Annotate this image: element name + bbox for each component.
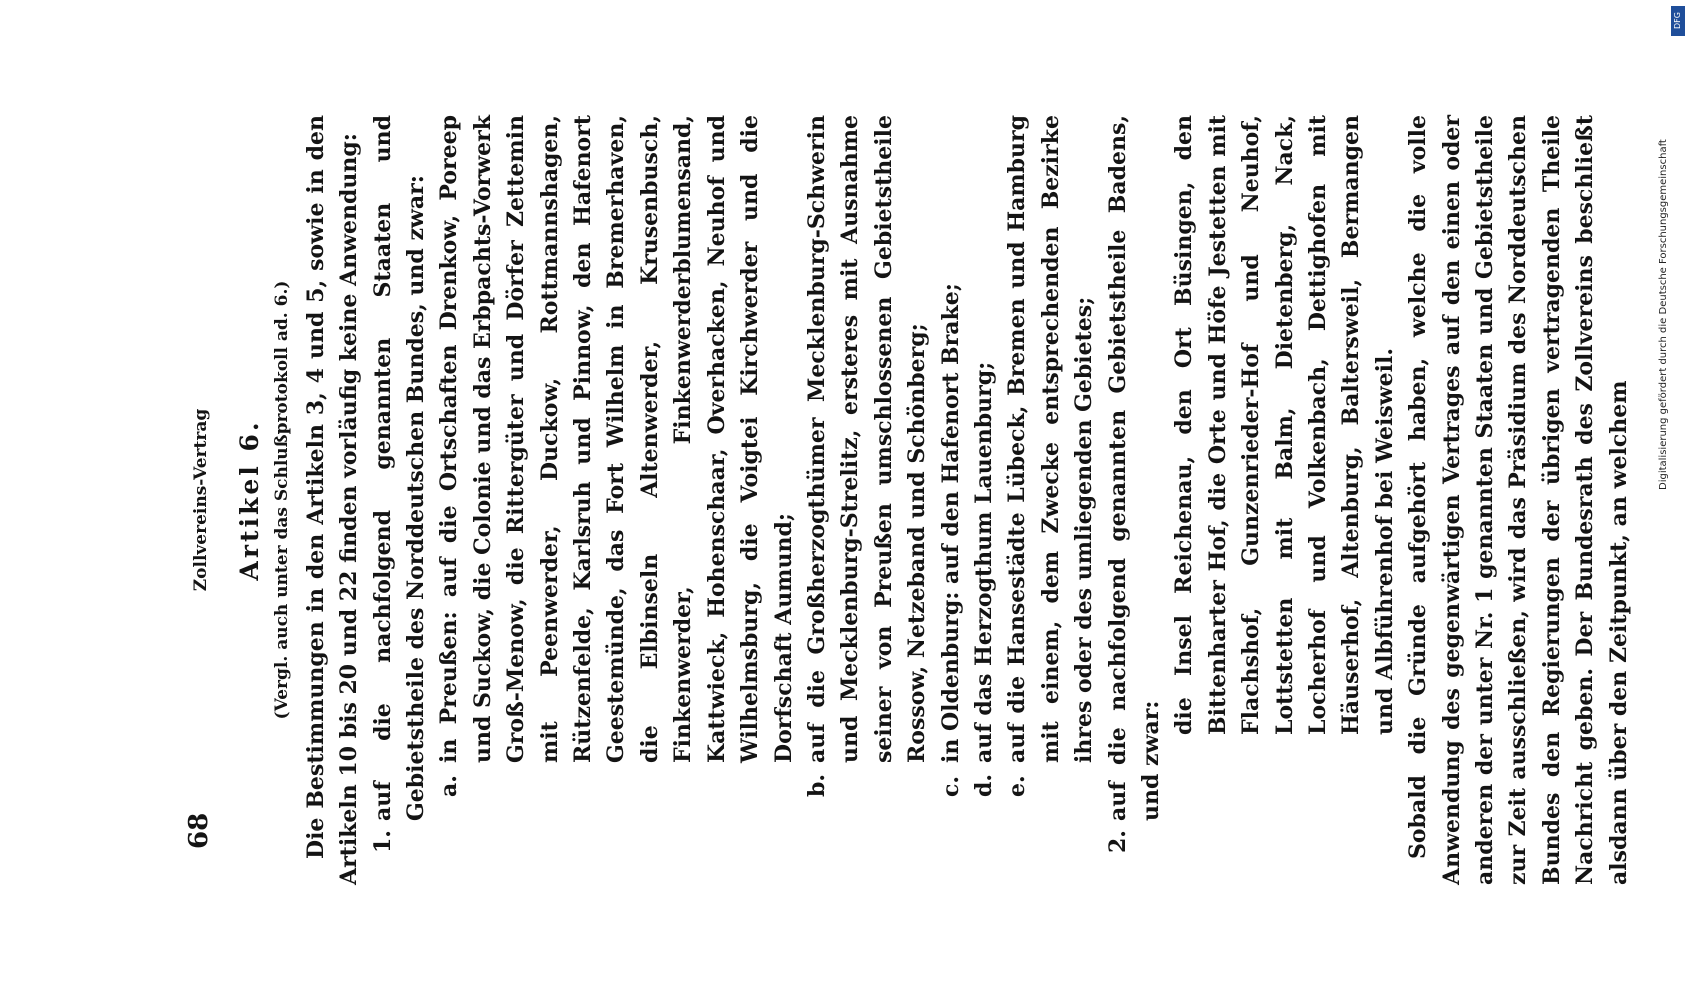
sub-item-c-label: c.	[937, 775, 964, 797]
list-item-1-text: auf die nachfolgend genannten Staaten und Gebietstheile des Norddeutschen Bundes, und zwar:	[369, 115, 430, 821]
sub-item-d-label: d.	[970, 773, 997, 797]
digitization-note: Digitalisierung gefördert durch die Deutsche Forschungsgemeinschaft	[1658, 139, 1669, 490]
running-title: Zollvereins-Vertrag	[191, 408, 211, 592]
sub-item-e-text: auf die Hansestädte Lübeck, Bremen und Hamburg mit einem, dem Zwecke entsprechenden Bezirke ihres oder des umliegenden Gebietes;	[1004, 115, 1098, 763]
sub-item-a-label: a.	[436, 775, 463, 797]
sub-item-b-label: b.	[803, 773, 830, 797]
article-reference: (Vergl. auch unter das Schlußprotokoll ad. 6.)	[272, 280, 293, 720]
sub-item-b	[801, 115, 935, 885]
sub-item-b-text: auf die Großherzogthümer Mecklenburg-Schwerin und Mecklenburg-Strelitz, ersteres mit Ausnahme seiner von Preußen umschlossenen Gebietstheile Rossow, Netzeband und Schönberg;	[803, 115, 931, 763]
sub-item-c	[935, 115, 968, 885]
page-number: 68	[184, 812, 214, 849]
list-item-1	[367, 115, 434, 885]
list-item-2	[1102, 115, 1169, 885]
sub-item-a-text: in Preußen: auf die Ortschaften Drenkow, Poreep und Suckow, die Colonie und das Erbpachts-Vorwerk Groß-Menow, die Rittergüter und Dörfer Zettemin mit Peenwerder, Duckow, Rottmannshagen, Rützenfelde, Karlsruh und Pinnow, den Hafenort Geestemünde, das Fort Wilhelm in Bremerhaven, die Elbinseln Altenwerder, Krusenbusch, Finkenwerder, Finkenwerderblumensand, Kattwieck, Hohenschaar, Overhacken, Neuhof und Wilhelmsburg, die Voigtei Kirchwerder und die Dorfschaft Aumund;	[436, 115, 797, 763]
article-title: Artikel 6.	[235, 419, 264, 581]
list-item-2-detail: die Insel Reichenau, den Ort Büsingen, den Bittenharter Hof, die Orte und Höfe Jestetten mit Flachshof, Gunzenrieder-Hof und Neuhof, Lottstetten mit Balm, Dietenberg, Nack, Locherhof und Volkenbach, Dettighofen mit Häuserhof, Altenburg, Baltersweil, Bermangen und Albführenhof bei Weisweil.	[1171, 115, 1398, 735]
page-header	[183, 115, 217, 885]
dfg-logo-icon: DFG	[1671, 6, 1685, 36]
sub-item-d	[968, 115, 1001, 885]
sub-item-c-text: in Oldenburg: auf den Hafenort Brake;	[937, 283, 964, 763]
sub-item-e-label: e.	[1004, 775, 1031, 797]
sub-item-a	[433, 115, 800, 885]
intro-paragraph: Die Bestimmungen in den Artikeln 3, 4 und 5, sowie in den Artikeln 10 bis 20 und 22 finden vorläufig keine Anwendung:	[302, 115, 363, 885]
list-item-1-number: 1.	[369, 830, 396, 853]
sub-item-e	[1001, 115, 1101, 885]
list-item-2-number: 2.	[1104, 830, 1131, 853]
rotated-document-page	[63, 95, 1632, 905]
list-item-2-text: auf die nachfolgend genannten Gebietstheile Badens, und zwar:	[1104, 115, 1164, 821]
closing-paragraph: Sobald die Gründe aufgehört haben, welche die volle Anwendung des gegenwärtigen Vertrages auf den einen oder anderen der unter Nr. 1 genannten Staaten und Gebietstheile zur Zeit ausschließen, wird das Präsidium des Norddeutschen Bundes den Regierungen der übrigen vertragenden Theile Nachricht geben. Der Bundesrath des Zollvereins beschließt alsdann über den Zeitpunkt, an welchem	[1405, 115, 1632, 885]
sub-item-d-text: auf das Herzogthum Lauenburg;	[970, 361, 997, 763]
